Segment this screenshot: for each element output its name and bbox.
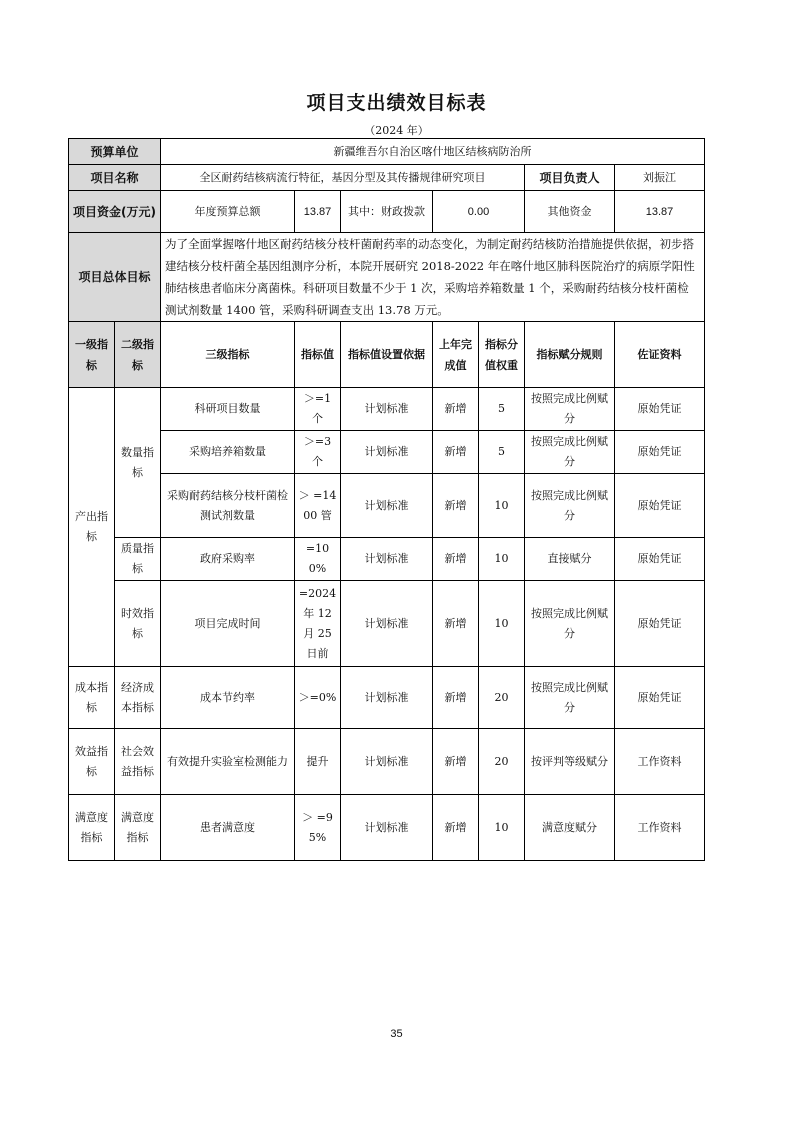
indicator-value: ＞=0% — [295, 667, 341, 729]
group-satisfaction: 满意度指标 — [69, 795, 115, 861]
fiscal-funds-label: 其中：财政拨款 — [341, 191, 433, 233]
group-economic-cost: 经济成本指标 — [115, 667, 161, 729]
page-number: 35 — [390, 1028, 403, 1040]
table-row — [69, 729, 705, 795]
indicator-evidence: 工作资料 — [615, 729, 705, 795]
group-quantity: 数量指标 — [115, 388, 161, 538]
budget-unit-value: 新疆维吾尔自治区喀什地区结核病防治所 — [161, 139, 705, 165]
indicator-rule: 满意度赋分 — [525, 795, 615, 861]
overall-goal-text: 为了全面掌握喀什地区耐药结核分枝杆菌耐药率的动态变化，为制定耐药结核防治措施提供依据，初步搭建结核分枝杆菌全基因组测序分析，本院开展研究 2018-2022 年在喀什地区肺科医院治疗的病原学阳性肺结核患者临床分离菌株。科研项目数量不少于 1 次，采购培养箱数量 1 个，采购耐药结核分枝杆菌检测试剂数量 1400 管，采购科研调查支出 13.78 万元。 — [161, 233, 705, 322]
indicator-name: 成本节约率 — [161, 667, 295, 729]
group-satisfaction-sub: 满意度指标 — [115, 795, 161, 861]
indicator-last-year: 新增 — [433, 729, 479, 795]
indicator-basis: 计划标准 — [341, 388, 433, 431]
overall-goal-label: 项目总体目标 — [69, 233, 161, 322]
overall-goal-row — [69, 233, 705, 322]
indicator-weight: 5 — [479, 388, 525, 431]
indicator-basis: 计划标准 — [341, 667, 433, 729]
budget-unit-row — [69, 139, 705, 165]
group-social-benefit: 社会效益指标 — [115, 729, 161, 795]
table-row — [69, 795, 705, 861]
indicator-basis: 计划标准 — [341, 538, 433, 581]
indicator-rule: 按照完成比例赋分 — [525, 431, 615, 474]
indicator-value: ＞ =95% — [295, 795, 341, 861]
table-row — [69, 388, 705, 431]
indicator-basis: 计划标准 — [341, 431, 433, 474]
indicator-name: 患者满意度 — [161, 795, 295, 861]
indicator-basis: 计划标准 — [341, 581, 433, 667]
header-value: 指标值 — [295, 322, 341, 388]
indicator-name: 采购耐药结核分枝杆菌检测试剂数量 — [161, 474, 295, 538]
indicator-rule: 按照完成比例赋分 — [525, 474, 615, 538]
indicator-evidence: 原始凭证 — [615, 538, 705, 581]
annual-budget-value: 13.87 — [295, 191, 341, 233]
header-weight: 指标分值权重 — [479, 322, 525, 388]
header-last-year: 上年完成值 — [433, 322, 479, 388]
project-funds-label: 项目资金(万元) — [69, 191, 161, 233]
indicator-value: =100% — [295, 538, 341, 581]
project-name-row — [69, 165, 705, 191]
indicator-evidence: 原始凭证 — [615, 667, 705, 729]
indicator-weight: 5 — [479, 431, 525, 474]
indicator-name: 政府采购率 — [161, 538, 295, 581]
indicator-value: =2024 年 12 月 25 日前 — [295, 581, 341, 667]
indicator-weight: 20 — [479, 667, 525, 729]
indicator-value: 提升 — [295, 729, 341, 795]
indicator-rule: 直接赋分 — [525, 538, 615, 581]
header-rule: 指标赋分规则 — [525, 322, 615, 388]
indicator-evidence: 原始凭证 — [615, 581, 705, 667]
indicator-weight: 10 — [479, 581, 525, 667]
indicator-last-year: 新增 — [433, 538, 479, 581]
table-row — [69, 431, 705, 474]
indicator-last-year: 新增 — [433, 474, 479, 538]
header-level1: 一级指标 — [69, 322, 115, 388]
indicator-name: 科研项目数量 — [161, 388, 295, 431]
indicator-evidence: 原始凭证 — [615, 431, 705, 474]
indicator-rule: 按照完成比例赋分 — [525, 667, 615, 729]
indicator-name: 有效提升实验室检测能力 — [161, 729, 295, 795]
table-row — [69, 474, 705, 538]
indicator-weight: 10 — [479, 795, 525, 861]
header-evidence: 佐证资料 — [615, 322, 705, 388]
header-level2: 二级指标 — [115, 322, 161, 388]
indicator-value: ＞ =1400 管 — [295, 474, 341, 538]
project-funds-row — [69, 191, 705, 233]
indicator-evidence: 原始凭证 — [615, 388, 705, 431]
project-name-label: 项目名称 — [69, 165, 161, 191]
indicator-rule: 按照完成比例赋分 — [525, 581, 615, 667]
indicator-last-year: 新增 — [433, 431, 479, 474]
indicator-value: ＞=1 个 — [295, 388, 341, 431]
group-cost: 成本指标 — [69, 667, 115, 729]
budget-unit-label: 预算单位 — [69, 139, 161, 165]
header-basis: 指标值设置依据 — [341, 322, 433, 388]
group-timeliness: 时效指标 — [115, 581, 161, 667]
project-leader-label: 项目负责人 — [525, 165, 615, 191]
group-benefit: 效益指标 — [69, 729, 115, 795]
indicator-name: 采购培养箱数量 — [161, 431, 295, 474]
table-row — [69, 538, 705, 581]
performance-table — [68, 138, 705, 861]
header-level3: 三级指标 — [161, 322, 295, 388]
indicator-rule: 按照完成比例赋分 — [525, 388, 615, 431]
group-quality: 质量指标 — [115, 538, 161, 581]
annual-budget-label: 年度预算总额 — [161, 191, 295, 233]
document-title: 项目支出绩效目标表 — [306, 92, 487, 114]
indicator-rule: 按评判等级赋分 — [525, 729, 615, 795]
indicator-basis: 计划标准 — [341, 729, 433, 795]
indicator-value: ＞=3 个 — [295, 431, 341, 474]
project-name-value: 全区耐药结核病流行特征，基因分型及其传播规律研究项目 — [161, 165, 525, 191]
group-output: 产出指标 — [69, 388, 115, 667]
indicator-last-year: 新增 — [433, 388, 479, 431]
indicator-header-row — [69, 322, 705, 388]
indicator-weight: 20 — [479, 729, 525, 795]
project-leader-value: 刘振江 — [615, 165, 705, 191]
table-row — [69, 581, 705, 667]
indicator-basis: 计划标准 — [341, 474, 433, 538]
indicator-weight: 10 — [479, 474, 525, 538]
indicator-evidence: 工作资料 — [615, 795, 705, 861]
table-row — [69, 667, 705, 729]
indicator-last-year: 新增 — [433, 667, 479, 729]
other-funds-value: 13.87 — [615, 191, 705, 233]
other-funds-label: 其他资金 — [525, 191, 615, 233]
indicator-evidence: 原始凭证 — [615, 474, 705, 538]
fiscal-funds-value: 0.00 — [433, 191, 525, 233]
indicator-basis: 计划标准 — [341, 795, 433, 861]
indicator-name: 项目完成时间 — [161, 581, 295, 667]
indicator-last-year: 新增 — [433, 795, 479, 861]
indicator-last-year: 新增 — [433, 581, 479, 667]
document-year: （2024 年） — [364, 124, 429, 137]
indicator-weight: 10 — [479, 538, 525, 581]
